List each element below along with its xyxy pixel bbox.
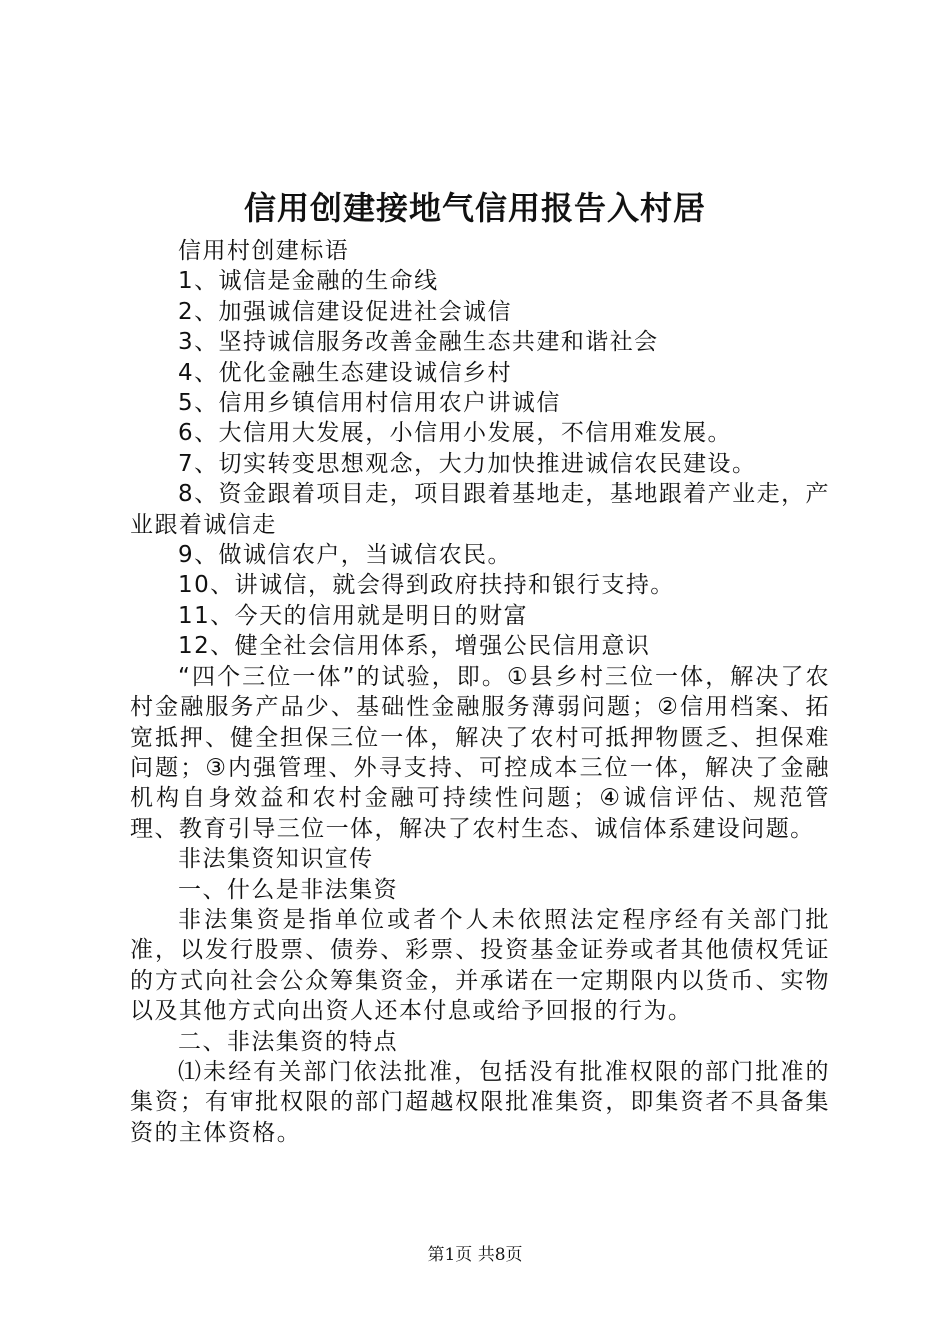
slogan-item: 1、诚信是金融的生命线 — [178, 268, 439, 295]
body-paragraph: ⑴未经有关部门依法批准，包括没有批准权限的部门批准的集资；有审批权限的部门超越权限批准集资，即集资者不具备集资的主体资格。 — [130, 1058, 830, 1146]
slogan-item: 2、加强诚信建设促进社会诚信 — [178, 298, 512, 325]
slogan-item: 12、健全社会信用体系，增强公民信用意识 — [178, 633, 651, 660]
slogan-item: 10、讲诚信，就会得到政府扶持和银行支持。 — [178, 572, 675, 599]
slogan-item: 6、大信用大发展，小信用小发展，不信用难发展。 — [178, 420, 732, 447]
section-heading: 一、什么是非法集资 — [178, 876, 399, 903]
document-title: 信用创建接地气信用报告入村居 — [243, 189, 706, 227]
slogan-item: 4、优化金融生态建设诚信乡村 — [178, 359, 512, 386]
section-heading: 信用村创建标语 — [178, 238, 350, 264]
page-number: 第1页 共8页 — [427, 1245, 523, 1265]
slogan-item: 11、今天的信用就是明日的财富 — [178, 602, 529, 629]
section-heading: 非法集资知识宣传 — [178, 846, 374, 873]
slogan-item: 9、做诚信农户，当诚信农民。 — [178, 542, 512, 569]
slogan-item: 5、信用乡镇信用村信用农户讲诚信 — [178, 390, 561, 417]
body-paragraph: 非法集资是指单位或者个人未依照法定程序经有关部门批准，以发行股票、债券、彩票、投资基金证券或者其他债权凭证的方式向社会公众筹集资金，并承诺在一定期限内以货币、实物以及其他方式向出资人还本付息或给予回报的行为。 — [130, 906, 830, 1025]
slogan-item: 7、切实转变思想观念，大力加快推进诚信农民建设。 — [178, 450, 757, 477]
body-paragraph: “四个三位一体”的试验，即。①县乡村三位一体，解决了农村金融服务产品少、基础性金融服务薄弱问题；②信用档案、拓宽抵押、健全担保三位一体，解决了农村可抵押物匮乏、担保难问题；③内强管理、外寻支持、可控成本三位一体，解决了金融机构自身效益和农村金融可持续性问题；④诚信评估、规范管理、教育引导三位一体，解决了农村生态、诚信体系建设问题。 — [130, 663, 830, 842]
slogan-item: 3、坚持诚信服务改善金融生态共建和谐社会 — [178, 329, 659, 356]
slogan-item: 8、资金跟着项目走，项目跟着基地走，基地跟着产业走，产业跟着诚信走 — [130, 481, 830, 538]
document-body — [130, 236, 830, 1148]
section-heading: 二、非法集资的特点 — [178, 1028, 399, 1055]
